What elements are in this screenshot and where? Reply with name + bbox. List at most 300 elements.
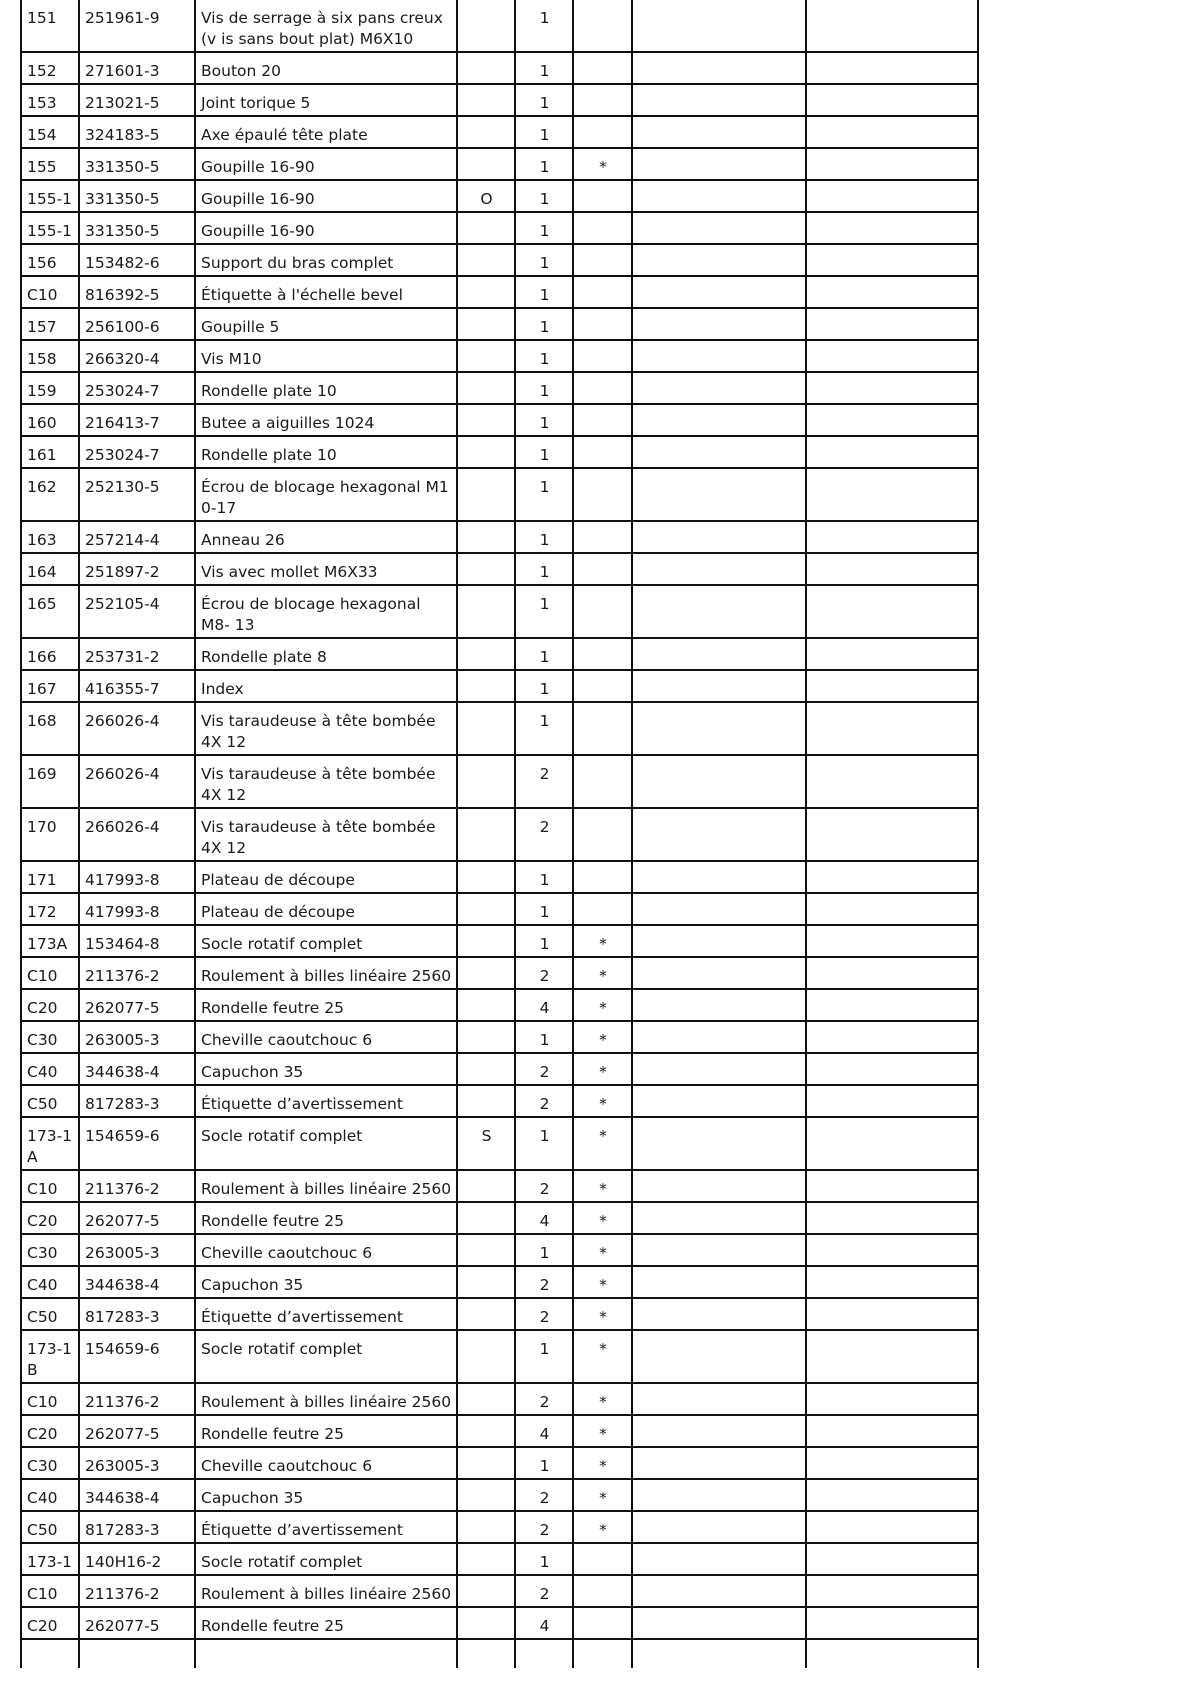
cell-description: Cheville caoutchouc 6 xyxy=(195,1021,457,1053)
cell-description: Rondelle feutre 25 xyxy=(195,1202,457,1234)
cell-item-number: 160 xyxy=(21,404,79,436)
cell-mark xyxy=(573,52,632,84)
cell-part-reference: 252105-4 xyxy=(79,585,195,638)
cell-empty xyxy=(806,244,978,276)
cell-empty xyxy=(632,212,806,244)
cell-quantity: 2 xyxy=(515,1479,573,1511)
cell-empty xyxy=(573,1639,632,1668)
cell-quantity: 1 xyxy=(515,308,573,340)
cell-flag xyxy=(457,808,515,861)
cell-description: Goupille 16-90 xyxy=(195,148,457,180)
cell-quantity: 1 xyxy=(515,372,573,404)
cell-item-number: C20 xyxy=(21,1607,79,1639)
table-row xyxy=(21,52,978,84)
cell-description: Cheville caoutchouc 6 xyxy=(195,1234,457,1266)
cell-empty xyxy=(632,148,806,180)
cell-mark: * xyxy=(573,148,632,180)
cell-quantity: 1 xyxy=(515,180,573,212)
cell-empty xyxy=(632,1511,806,1543)
cell-item-number: C40 xyxy=(21,1053,79,1085)
cell-empty xyxy=(806,1266,978,1298)
cell-description: Vis taraudeuse à tête bombée 4X 12 xyxy=(195,755,457,808)
cell-empty xyxy=(806,308,978,340)
cell-empty xyxy=(806,1479,978,1511)
cell-description: Vis taraudeuse à tête bombée 4X 12 xyxy=(195,808,457,861)
cell-description: Vis taraudeuse à tête bombée 4X 12 xyxy=(195,702,457,755)
table-row xyxy=(21,1543,978,1575)
table-row xyxy=(21,1021,978,1053)
cell-quantity: 2 xyxy=(515,1383,573,1415)
cell-description: Vis de serrage à six pans creux (v is sans bout plat) M6X10 xyxy=(195,0,457,52)
cell-flag xyxy=(457,148,515,180)
cell-empty xyxy=(806,957,978,989)
cell-empty xyxy=(806,372,978,404)
cell-item-number: C20 xyxy=(21,1202,79,1234)
cell-empty xyxy=(457,1639,515,1668)
cell-flag xyxy=(457,957,515,989)
cell-item-number: 157 xyxy=(21,308,79,340)
cell-item-number: 173A xyxy=(21,925,79,957)
cell-description: Roulement à billes linéaire 2560 xyxy=(195,1383,457,1415)
cell-flag xyxy=(457,1085,515,1117)
cell-quantity: 1 xyxy=(515,436,573,468)
cell-quantity: 1 xyxy=(515,702,573,755)
cell-empty xyxy=(632,276,806,308)
cell-item-number: C30 xyxy=(21,1021,79,1053)
cell-mark: * xyxy=(573,1085,632,1117)
cell-part-reference: 416355-7 xyxy=(79,670,195,702)
cell-flag xyxy=(457,638,515,670)
cell-item-number: 158 xyxy=(21,340,79,372)
table-row xyxy=(21,1607,978,1639)
cell-description: Rondelle feutre 25 xyxy=(195,989,457,1021)
cell-mark: * xyxy=(573,989,632,1021)
cell-item-number: 168 xyxy=(21,702,79,755)
cell-quantity: 1 xyxy=(515,404,573,436)
cell-mark xyxy=(573,1575,632,1607)
cell-quantity: 1 xyxy=(515,0,573,52)
cell-quantity: 1 xyxy=(515,1021,573,1053)
cell-part-reference: 251897-2 xyxy=(79,553,195,585)
cell-quantity: 1 xyxy=(515,340,573,372)
table-row xyxy=(21,1415,978,1447)
cell-empty xyxy=(806,1330,978,1383)
parts-table-body xyxy=(21,0,978,1668)
cell-empty xyxy=(806,861,978,893)
cell-description: Support du bras complet xyxy=(195,244,457,276)
cell-empty xyxy=(806,1607,978,1639)
cell-item-number: 154 xyxy=(21,116,79,148)
cell-item-number: C40 xyxy=(21,1266,79,1298)
cell-quantity: 1 xyxy=(515,212,573,244)
cell-empty xyxy=(632,1085,806,1117)
cell-quantity: 1 xyxy=(515,638,573,670)
cell-empty xyxy=(806,989,978,1021)
cell-item-number: C50 xyxy=(21,1085,79,1117)
table-row xyxy=(21,148,978,180)
cell-item-number: 173-1 A xyxy=(21,1117,79,1170)
cell-part-reference: 211376-2 xyxy=(79,1170,195,1202)
cell-item-number: C10 xyxy=(21,276,79,308)
cell-flag xyxy=(457,404,515,436)
cell-quantity: 1 xyxy=(515,148,573,180)
cell-empty xyxy=(806,1170,978,1202)
cell-item-number: 173-1 xyxy=(21,1543,79,1575)
cell-mark xyxy=(573,436,632,468)
cell-quantity: 2 xyxy=(515,1575,573,1607)
table-row xyxy=(21,861,978,893)
cell-mark xyxy=(573,212,632,244)
cell-description: Étiquette d’avertissement xyxy=(195,1298,457,1330)
cell-mark xyxy=(573,1543,632,1575)
cell-empty xyxy=(806,1639,978,1668)
table-row xyxy=(21,116,978,148)
cell-mark xyxy=(573,308,632,340)
cell-flag xyxy=(457,989,515,1021)
table-row xyxy=(21,521,978,553)
cell-empty xyxy=(632,925,806,957)
cell-mark xyxy=(573,755,632,808)
cell-quantity: 2 xyxy=(515,808,573,861)
cell-flag xyxy=(457,0,515,52)
cell-mark xyxy=(573,861,632,893)
cell-flag xyxy=(457,1021,515,1053)
cell-empty xyxy=(806,553,978,585)
cell-empty xyxy=(632,638,806,670)
cell-empty xyxy=(632,957,806,989)
cell-mark: * xyxy=(573,1266,632,1298)
cell-quantity: 1 xyxy=(515,861,573,893)
cell-mark: * xyxy=(573,925,632,957)
cell-flag xyxy=(457,84,515,116)
table-row xyxy=(21,1170,978,1202)
cell-empty xyxy=(632,180,806,212)
cell-description: Bouton 20 xyxy=(195,52,457,84)
cell-item-number: 151 xyxy=(21,0,79,52)
cell-quantity: 1 xyxy=(515,1543,573,1575)
cell-empty xyxy=(632,861,806,893)
table-row-cutoff xyxy=(21,1639,978,1668)
cell-empty xyxy=(806,755,978,808)
cell-empty xyxy=(632,52,806,84)
cell-part-reference: 271601-3 xyxy=(79,52,195,84)
cell-description: Socle rotatif complet xyxy=(195,1330,457,1383)
cell-quantity: 2 xyxy=(515,755,573,808)
cell-quantity: 1 xyxy=(515,276,573,308)
cell-part-reference: 256100-6 xyxy=(79,308,195,340)
cell-quantity: 2 xyxy=(515,1298,573,1330)
cell-quantity: 1 xyxy=(515,521,573,553)
cell-item-number: C30 xyxy=(21,1447,79,1479)
cell-description: Roulement à billes linéaire 2560 xyxy=(195,1170,457,1202)
cell-description: Étiquette d’avertissement xyxy=(195,1511,457,1543)
cell-quantity: 4 xyxy=(515,1607,573,1639)
cell-mark xyxy=(573,340,632,372)
cell-description: Rondelle plate 10 xyxy=(195,436,457,468)
cell-flag xyxy=(457,1479,515,1511)
parts-table xyxy=(20,0,979,1668)
cell-mark xyxy=(573,585,632,638)
cell-item-number: 167 xyxy=(21,670,79,702)
cell-mark xyxy=(573,372,632,404)
cell-empty xyxy=(806,1298,978,1330)
cell-description: Socle rotatif complet xyxy=(195,925,457,957)
cell-part-reference: 211376-2 xyxy=(79,957,195,989)
cell-quantity: 2 xyxy=(515,1085,573,1117)
cell-part-reference: 331350-5 xyxy=(79,212,195,244)
cell-item-number: C10 xyxy=(21,1170,79,1202)
cell-empty xyxy=(806,1383,978,1415)
cell-quantity: 1 xyxy=(515,670,573,702)
table-row xyxy=(21,585,978,638)
cell-mark xyxy=(573,468,632,521)
cell-empty xyxy=(632,1415,806,1447)
cell-part-reference: 140H16-2 xyxy=(79,1543,195,1575)
cell-description: Socle rotatif complet xyxy=(195,1117,457,1170)
cell-description: Vis avec mollet M6X33 xyxy=(195,553,457,585)
cell-item-number: 153 xyxy=(21,84,79,116)
cell-empty xyxy=(21,1639,79,1668)
cell-item-number: 155-1 xyxy=(21,212,79,244)
cell-empty xyxy=(632,1543,806,1575)
cell-empty xyxy=(632,1447,806,1479)
cell-part-reference: 262077-5 xyxy=(79,1607,195,1639)
cell-part-reference: 216413-7 xyxy=(79,404,195,436)
cell-quantity: 1 xyxy=(515,553,573,585)
cell-empty xyxy=(632,1383,806,1415)
cell-empty xyxy=(806,1085,978,1117)
cell-empty xyxy=(806,1543,978,1575)
cell-item-number: 159 xyxy=(21,372,79,404)
cell-mark xyxy=(573,1607,632,1639)
cell-empty xyxy=(632,468,806,521)
cell-empty xyxy=(806,436,978,468)
cell-mark: * xyxy=(573,1447,632,1479)
cell-description: Joint torique 5 xyxy=(195,84,457,116)
cell-item-number: 162 xyxy=(21,468,79,521)
cell-part-reference: 154659-6 xyxy=(79,1330,195,1383)
cell-mark xyxy=(573,180,632,212)
cell-empty xyxy=(806,468,978,521)
cell-part-reference: 324183-5 xyxy=(79,116,195,148)
cell-description: Étiquette d’avertissement xyxy=(195,1085,457,1117)
cell-part-reference: 253731-2 xyxy=(79,638,195,670)
table-row xyxy=(21,212,978,244)
cell-description: Index xyxy=(195,670,457,702)
cell-item-number: 164 xyxy=(21,553,79,585)
cell-flag xyxy=(457,1202,515,1234)
table-row xyxy=(21,989,978,1021)
cell-part-reference: 344638-4 xyxy=(79,1479,195,1511)
table-row xyxy=(21,372,978,404)
cell-part-reference: 154659-6 xyxy=(79,1117,195,1170)
cell-part-reference: 211376-2 xyxy=(79,1383,195,1415)
cell-description: Capuchon 35 xyxy=(195,1053,457,1085)
cell-empty xyxy=(806,1117,978,1170)
cell-mark xyxy=(573,84,632,116)
table-row xyxy=(21,468,978,521)
cell-part-reference: 344638-4 xyxy=(79,1053,195,1085)
cell-description: Rondelle plate 10 xyxy=(195,372,457,404)
cell-mark: * xyxy=(573,1415,632,1447)
cell-quantity: 4 xyxy=(515,989,573,1021)
cell-empty xyxy=(632,1021,806,1053)
table-row xyxy=(21,670,978,702)
cell-empty xyxy=(806,925,978,957)
cell-empty xyxy=(632,1234,806,1266)
table-row xyxy=(21,1298,978,1330)
cell-flag xyxy=(457,340,515,372)
cell-description: Rondelle feutre 25 xyxy=(195,1415,457,1447)
cell-item-number: C20 xyxy=(21,1415,79,1447)
cell-mark xyxy=(573,638,632,670)
cell-flag xyxy=(457,585,515,638)
cell-item-number: 163 xyxy=(21,521,79,553)
cell-empty xyxy=(806,0,978,52)
cell-quantity: 1 xyxy=(515,1234,573,1266)
cell-flag xyxy=(457,244,515,276)
cell-empty xyxy=(806,638,978,670)
cell-item-number: C50 xyxy=(21,1298,79,1330)
table-row xyxy=(21,1383,978,1415)
cell-part-reference: 263005-3 xyxy=(79,1447,195,1479)
cell-part-reference: 262077-5 xyxy=(79,1415,195,1447)
cell-empty xyxy=(806,116,978,148)
cell-flag xyxy=(457,553,515,585)
cell-empty xyxy=(806,808,978,861)
table-row xyxy=(21,638,978,670)
table-row xyxy=(21,308,978,340)
cell-item-number: 155 xyxy=(21,148,79,180)
cell-mark xyxy=(573,276,632,308)
cell-flag xyxy=(457,276,515,308)
cell-part-reference: 331350-5 xyxy=(79,148,195,180)
cell-empty xyxy=(806,702,978,755)
table-row xyxy=(21,84,978,116)
cell-mark xyxy=(573,702,632,755)
cell-quantity: 2 xyxy=(515,1266,573,1298)
cell-description: Rondelle plate 8 xyxy=(195,638,457,670)
cell-description: Goupille 5 xyxy=(195,308,457,340)
cell-empty xyxy=(632,755,806,808)
cell-item-number: 169 xyxy=(21,755,79,808)
cell-description: Roulement à billes linéaire 2560 xyxy=(195,1575,457,1607)
table-row xyxy=(21,1053,978,1085)
cell-item-number: 172 xyxy=(21,893,79,925)
cell-part-reference: 257214-4 xyxy=(79,521,195,553)
table-row xyxy=(21,1085,978,1117)
cell-mark: * xyxy=(573,1170,632,1202)
cell-empty xyxy=(806,212,978,244)
cell-flag xyxy=(457,52,515,84)
cell-empty xyxy=(806,1234,978,1266)
cell-quantity: 1 xyxy=(515,925,573,957)
cell-empty xyxy=(632,404,806,436)
cell-part-reference: 816392-5 xyxy=(79,276,195,308)
cell-part-reference: 253024-7 xyxy=(79,436,195,468)
cell-item-number: C50 xyxy=(21,1511,79,1543)
table-row xyxy=(21,1330,978,1383)
cell-empty xyxy=(79,1639,195,1668)
cell-flag xyxy=(457,1053,515,1085)
table-row xyxy=(21,1117,978,1170)
cell-quantity: 1 xyxy=(515,585,573,638)
cell-quantity: 2 xyxy=(515,1170,573,1202)
cell-quantity: 1 xyxy=(515,244,573,276)
table-row xyxy=(21,1202,978,1234)
cell-mark xyxy=(573,808,632,861)
cell-mark xyxy=(573,670,632,702)
cell-flag xyxy=(457,1607,515,1639)
cell-description: Vis M10 xyxy=(195,340,457,372)
cell-empty xyxy=(632,1639,806,1668)
table-row xyxy=(21,1575,978,1607)
cell-empty xyxy=(632,702,806,755)
cell-mark xyxy=(573,116,632,148)
cell-mark: * xyxy=(573,1202,632,1234)
cell-flag xyxy=(457,116,515,148)
cell-flag xyxy=(457,1234,515,1266)
cell-description: Butee a aiguilles 1024 xyxy=(195,404,457,436)
table-row xyxy=(21,404,978,436)
cell-empty xyxy=(632,340,806,372)
cell-flag: S xyxy=(457,1117,515,1170)
cell-quantity: 1 xyxy=(515,1330,573,1383)
cell-flag xyxy=(457,1575,515,1607)
cell-empty xyxy=(806,1447,978,1479)
cell-mark: * xyxy=(573,1479,632,1511)
cell-mark xyxy=(573,553,632,585)
cell-flag xyxy=(457,702,515,755)
cell-part-reference: 417993-8 xyxy=(79,861,195,893)
cell-empty xyxy=(632,521,806,553)
cell-item-number: 171 xyxy=(21,861,79,893)
table-row xyxy=(21,925,978,957)
cell-flag xyxy=(457,1543,515,1575)
cell-mark xyxy=(573,0,632,52)
cell-item-number: 161 xyxy=(21,436,79,468)
cell-mark xyxy=(573,244,632,276)
cell-empty xyxy=(806,84,978,116)
cell-part-reference: 252130-5 xyxy=(79,468,195,521)
cell-quantity: 4 xyxy=(515,1415,573,1447)
cell-part-reference: 263005-3 xyxy=(79,1234,195,1266)
cell-flag xyxy=(457,212,515,244)
cell-flag xyxy=(457,468,515,521)
cell-flag xyxy=(457,755,515,808)
cell-empty xyxy=(806,1511,978,1543)
cell-description: Socle rotatif complet xyxy=(195,1543,457,1575)
cell-empty xyxy=(632,1170,806,1202)
cell-quantity: 1 xyxy=(515,1117,573,1170)
cell-flag xyxy=(457,1266,515,1298)
cell-quantity: 1 xyxy=(515,893,573,925)
cell-description: Capuchon 35 xyxy=(195,1266,457,1298)
cell-quantity: 1 xyxy=(515,468,573,521)
cell-part-reference: 262077-5 xyxy=(79,1202,195,1234)
cell-empty xyxy=(632,1266,806,1298)
table-row xyxy=(21,276,978,308)
cell-part-reference: 213021-5 xyxy=(79,84,195,116)
cell-empty xyxy=(806,1202,978,1234)
cell-flag xyxy=(457,670,515,702)
table-row xyxy=(21,1479,978,1511)
cell-flag xyxy=(457,1415,515,1447)
table-row xyxy=(21,893,978,925)
table-row xyxy=(21,553,978,585)
cell-mark xyxy=(573,521,632,553)
cell-flag xyxy=(457,1447,515,1479)
